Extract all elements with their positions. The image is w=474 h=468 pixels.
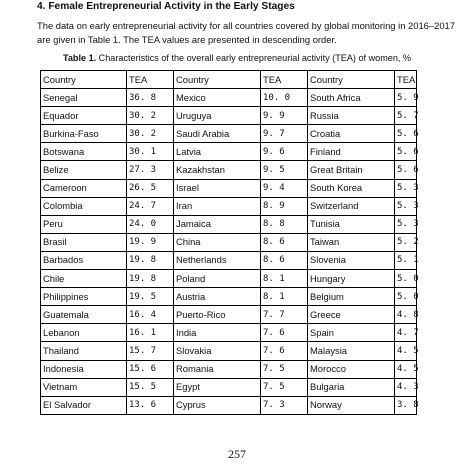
country-cell: Romania	[174, 360, 261, 378]
tea-value-cell: 5. 0	[395, 288, 417, 306]
country-cell: Morocco	[308, 360, 395, 378]
tea-value-cell: 4. 3	[395, 378, 417, 396]
tea-value-cell: 8. 8	[261, 215, 308, 233]
header-tea-3: TEA	[395, 71, 417, 89]
table-caption	[0, 53, 474, 63]
tea-value-cell: 7. 6	[261, 324, 308, 342]
tea-value-cell: 15. 6	[127, 360, 174, 378]
country-cell: Mexico	[174, 89, 261, 107]
table-row	[41, 360, 417, 378]
table-row	[41, 324, 417, 342]
tea-value-cell: 8. 6	[261, 233, 308, 251]
tea-value-cell: 5. 6	[395, 161, 417, 179]
country-cell: Cyprus	[174, 396, 261, 414]
header-tea-1: TEA	[127, 71, 174, 89]
tea-value-cell: 30. 1	[127, 143, 174, 161]
tea-value-cell: 9. 6	[261, 143, 308, 161]
country-cell: Great Britain	[308, 161, 395, 179]
country-cell: South Korea	[308, 179, 395, 197]
country-cell: Philippines	[41, 288, 127, 306]
section-heading: 4. Female Entrepreneurial Activity in the Early Stages	[37, 1, 295, 12]
tea-value-cell: 16. 4	[127, 306, 174, 324]
table-caption-text: Characteristics of the overall early entrepreneurial activity (TEA) of women, %	[96, 53, 412, 63]
tea-value-cell: 5. 9	[395, 89, 417, 107]
tea-value-cell: 16. 1	[127, 324, 174, 342]
table-row	[41, 233, 417, 251]
country-cell: Guatemala	[41, 306, 127, 324]
country-cell: Iran	[174, 197, 261, 215]
country-cell: Croatia	[308, 125, 395, 143]
header-tea-2: TEA	[261, 71, 308, 89]
country-cell: Kazakhstan	[174, 161, 261, 179]
country-cell: Colombia	[41, 197, 127, 215]
tea-value-cell: 9. 4	[261, 179, 308, 197]
country-cell: South Africa	[308, 89, 395, 107]
tea-value-cell: 4. 8	[395, 306, 417, 324]
country-cell: Chile	[41, 270, 127, 288]
tea-value-cell: 7. 5	[261, 378, 308, 396]
tea-value-cell: 8. 1	[261, 270, 308, 288]
country-cell: Thailand	[41, 342, 127, 360]
country-cell: Austria	[174, 288, 261, 306]
country-cell: Senegal	[41, 89, 127, 107]
header-country-2: Country	[174, 71, 261, 89]
tea-value-cell: 9. 9	[261, 107, 308, 125]
country-cell: Russia	[308, 107, 395, 125]
country-cell: India	[174, 324, 261, 342]
tea-value-cell: 5. 2	[395, 233, 417, 251]
tea-value-cell: 36. 8	[127, 89, 174, 107]
tea-value-cell: 9. 5	[261, 161, 308, 179]
country-cell: Switzerland	[308, 197, 395, 215]
country-cell: Egypt	[174, 378, 261, 396]
country-cell: Belgium	[308, 288, 395, 306]
table-row	[41, 125, 417, 143]
tea-value-cell: 7. 3	[261, 396, 308, 414]
tea-value-cell: 5. 7	[395, 107, 417, 125]
table-row	[41, 197, 417, 215]
tea-value-cell: 5. 3	[395, 215, 417, 233]
country-cell: Latvia	[174, 143, 261, 161]
table-row	[41, 378, 417, 396]
table-body	[41, 89, 417, 415]
tea-value-cell: 4. 5	[395, 342, 417, 360]
country-cell: Barbados	[41, 251, 127, 269]
country-cell: Finland	[308, 143, 395, 161]
tea-value-cell: 24. 7	[127, 197, 174, 215]
country-cell: China	[174, 233, 261, 251]
tea-value-cell: 8. 1	[261, 288, 308, 306]
tea-value-cell: 5. 6	[395, 143, 417, 161]
tea-value-cell: 27. 3	[127, 161, 174, 179]
tea-value-cell: 10. 0	[261, 89, 308, 107]
tea-value-cell: 19. 5	[127, 288, 174, 306]
tea-value-cell: 30. 2	[127, 125, 174, 143]
country-cell: Poland	[174, 270, 261, 288]
country-cell: Indonesia	[41, 360, 127, 378]
country-cell: Saudi Arabia	[174, 125, 261, 143]
tea-value-cell: 5. 1	[395, 251, 417, 269]
table-row	[41, 342, 417, 360]
tea-value-cell: 7. 6	[261, 342, 308, 360]
country-cell: Greece	[308, 306, 395, 324]
tea-value-cell: 19. 8	[127, 251, 174, 269]
tea-value-cell: 7. 5	[261, 360, 308, 378]
tea-value-cell: 8. 6	[261, 251, 308, 269]
country-cell: Botswana	[41, 143, 127, 161]
tea-value-cell: 3. 8	[395, 396, 417, 414]
country-cell: Slovenia	[308, 251, 395, 269]
country-cell: Burkina-Faso	[41, 125, 127, 143]
table-row	[41, 143, 417, 161]
tea-value-cell: 26. 5	[127, 179, 174, 197]
tea-value-cell: 30. 2	[127, 107, 174, 125]
tea-value-cell: 19. 8	[127, 270, 174, 288]
country-cell: Puerto-Rico	[174, 306, 261, 324]
tea-value-cell: 4. 7	[395, 324, 417, 342]
tea-value-cell: 5. 3	[395, 179, 417, 197]
tea-value-cell: 9. 7	[261, 125, 308, 143]
intro-paragraph: The data on early entrepreneurial activity for all countries covered by global monitoring in 2016–2017 are given in Table 1. The TEA values are presented in descending order.	[37, 20, 455, 45]
country-cell: Bulgaria	[308, 378, 395, 396]
country-cell: Brasil	[41, 233, 127, 251]
table-row	[41, 251, 417, 269]
country-cell: Tunisia	[308, 215, 395, 233]
page-number: 257	[228, 447, 246, 461]
country-cell: Equador	[41, 107, 127, 125]
table-row	[41, 215, 417, 233]
tea-value-cell: 4. 5	[395, 360, 417, 378]
country-cell: Lebanon	[41, 324, 127, 342]
country-cell: Slovakia	[174, 342, 261, 360]
header-country-1: Country	[41, 71, 127, 89]
tea-value-cell: 15. 5	[127, 378, 174, 396]
tea-value-cell: 8. 9	[261, 197, 308, 215]
country-cell: Norway	[308, 396, 395, 414]
tea-value-cell: 15. 7	[127, 342, 174, 360]
country-cell: Netherlands	[174, 251, 261, 269]
country-cell: Spain	[308, 324, 395, 342]
header-country-3: Country	[308, 71, 395, 89]
country-cell: El Salvador	[41, 396, 127, 414]
table-row	[41, 89, 417, 107]
country-cell: Jamaica	[174, 215, 261, 233]
table-row	[41, 270, 417, 288]
table-caption-label: Table 1.	[62, 53, 97, 63]
country-cell: Taiwan	[308, 233, 395, 251]
tea-table	[40, 70, 417, 415]
table-row	[41, 288, 417, 306]
tea-value-cell: 5. 0	[395, 270, 417, 288]
table-row	[41, 179, 417, 197]
table-row	[41, 306, 417, 324]
country-cell: Israel	[174, 179, 261, 197]
tea-value-cell: 7. 7	[261, 306, 308, 324]
tea-value-cell: 13. 6	[127, 396, 174, 414]
country-cell: Vietnam	[41, 378, 127, 396]
country-cell: Hungary	[308, 270, 395, 288]
country-cell: Belize	[41, 161, 127, 179]
country-cell: Cameroon	[41, 179, 127, 197]
tea-value-cell: 5. 6	[395, 125, 417, 143]
country-cell: Malaysia	[308, 342, 395, 360]
tea-value-cell: 19. 9	[127, 233, 174, 251]
table-header-row	[41, 71, 417, 89]
tea-value-cell: 5. 3	[395, 197, 417, 215]
country-cell: Peru	[41, 215, 127, 233]
country-cell: Uruguya	[174, 107, 261, 125]
table-row	[41, 107, 417, 125]
table-row	[41, 161, 417, 179]
tea-value-cell: 24. 0	[127, 215, 174, 233]
table-row	[41, 396, 417, 414]
